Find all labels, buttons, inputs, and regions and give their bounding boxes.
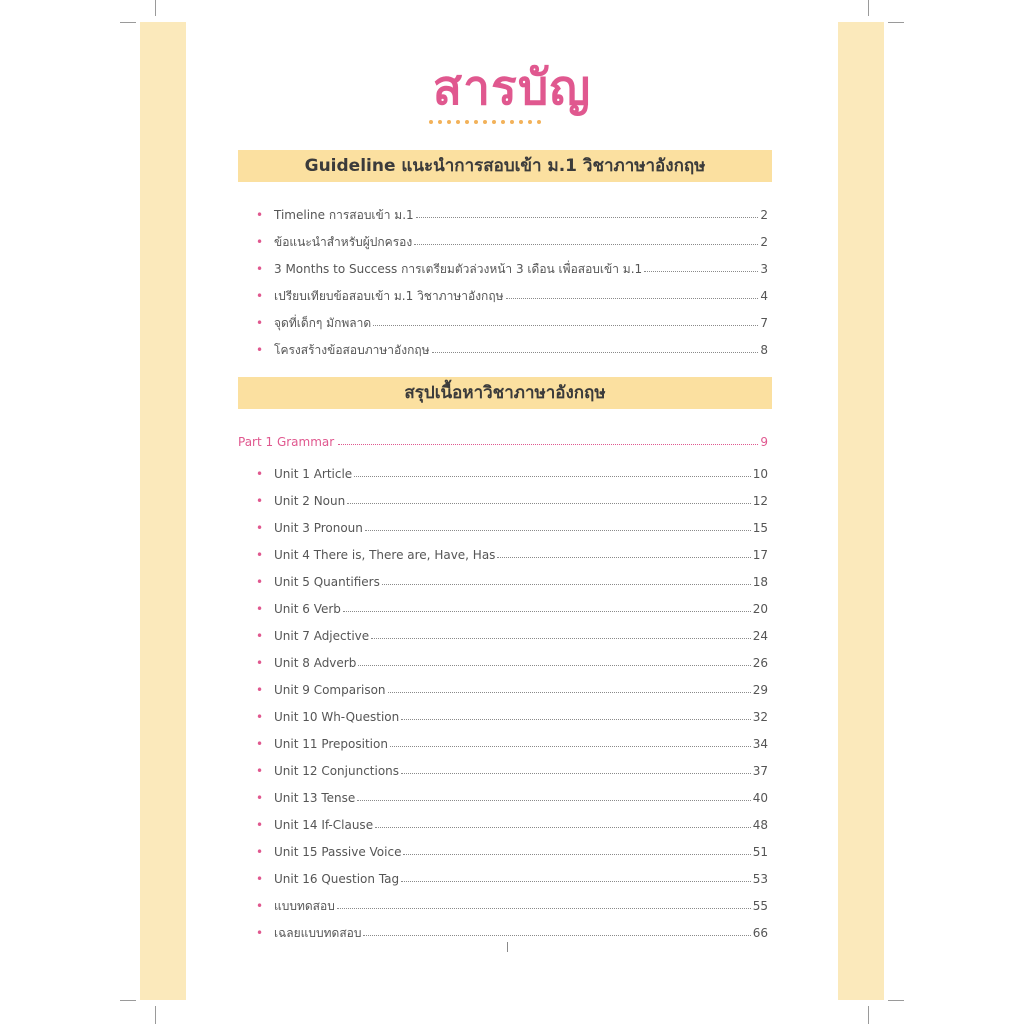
toc-entry-page: 4 [760, 289, 768, 303]
toc-entry-page: 48 [752, 818, 768, 832]
toc-entry-label: แบบทดสอบ [274, 899, 335, 913]
dot-leader [403, 854, 750, 855]
toc-entry[interactable] [256, 201, 768, 221]
toc-entry-label: ข้อแนะนำสำหรับผู้ปกครอง [274, 235, 413, 249]
toc-entry[interactable] [256, 919, 768, 939]
bullet-icon: • [256, 737, 264, 751]
toc-entry[interactable] [256, 309, 768, 329]
toc-entry-page: 10 [752, 467, 768, 481]
toc-entry-label: Unit 5 Quantifiers [274, 575, 380, 589]
toc-entry[interactable] [256, 649, 768, 669]
dot-leader [414, 244, 758, 245]
toc-entry-label: Unit 16 Question Tag [274, 872, 400, 886]
toc-entry-label: Unit 10 Wh-Question [274, 710, 400, 724]
toc-entry[interactable] [256, 703, 768, 723]
toc-entry-label: จุดที่เด็กๆ มักพลาด [274, 316, 372, 330]
page-title: สารบัญ [432, 60, 592, 116]
toc-entry-page: 2 [760, 235, 768, 249]
toc-entry-label: Unit 14 If-Clause [274, 818, 374, 832]
bullet-icon: • [256, 656, 264, 670]
toc-entry-page: 66 [752, 926, 768, 940]
toc-entry-label: เปรียบเทียบข้อสอบเข้า ม.1 วิชาภาษาอังกฤษ [274, 289, 504, 303]
toc-entry-page: 26 [752, 656, 768, 670]
dot-leader [365, 530, 751, 531]
bullet-icon: • [256, 629, 264, 643]
bullet-icon: • [256, 343, 264, 357]
toc-entry[interactable] [256, 676, 768, 696]
section-heading-summary: สรุปเนื้อหาวิชาภาษาอังกฤษ [238, 377, 772, 409]
bullet-icon: • [256, 521, 264, 535]
toc-entry-page: 12 [752, 494, 768, 508]
toc-entry-page: 40 [752, 791, 768, 805]
bullet-icon: • [256, 494, 264, 508]
bullet-icon: • [256, 818, 264, 832]
toc-part-heading[interactable] [238, 428, 768, 448]
bullet-icon: • [256, 683, 264, 697]
dot-leader [373, 325, 758, 326]
toc-entry-page: 17 [752, 548, 768, 562]
toc-entry-label: Unit 11 Preposition [274, 737, 388, 751]
bullet-icon: • [256, 289, 264, 303]
toc-entry-page: 55 [752, 899, 768, 913]
toc-entry[interactable] [256, 568, 768, 588]
toc-entry[interactable] [256, 487, 768, 507]
toc-entry-page: 51 [752, 845, 768, 859]
toc-entry[interactable] [256, 811, 768, 831]
dot-leader [388, 692, 751, 693]
dot-leader [432, 352, 759, 353]
dot-leader [401, 881, 751, 882]
toc-entry-label: Unit 15 Passive Voice [274, 845, 402, 859]
dot-leader [644, 271, 758, 272]
toc-entry-page: 32 [752, 710, 768, 724]
bullet-icon: • [256, 316, 264, 330]
toc-entry-page: 7 [760, 316, 768, 330]
toc-entry[interactable] [256, 255, 768, 275]
crop-mark [888, 1000, 904, 1001]
toc-entry[interactable] [256, 282, 768, 302]
toc-entry-label: Unit 6 Verb [274, 602, 341, 616]
toc-entry-label: Unit 4 There is, There are, Have, Has [274, 548, 496, 562]
dot-leader [390, 746, 751, 747]
crop-mark [120, 1000, 136, 1001]
toc-entry-page: 24 [752, 629, 768, 643]
dot-leader [375, 827, 751, 828]
bullet-icon: • [256, 764, 264, 778]
toc-entry[interactable] [256, 514, 768, 534]
toc-entry-label: 3 Months to Success การเตรียมตัวล่วงหน้า 3 เดือน เพื่อสอบเข้า ม.1 [274, 262, 643, 276]
dot-leader [401, 719, 750, 720]
toc-entry-label: เฉลยแบบทดสอบ [274, 926, 362, 940]
toc-entry-page: 15 [752, 521, 768, 535]
bullet-icon: • [256, 235, 264, 249]
bullet-icon: • [256, 899, 264, 913]
dot-leader [416, 217, 759, 218]
toc-entry-label: Unit 3 Pronoun [274, 521, 363, 535]
toc-entry[interactable] [256, 784, 768, 804]
toc-entry[interactable] [256, 838, 768, 858]
toc-entry[interactable] [256, 336, 768, 356]
folio-mark [507, 942, 508, 952]
toc-entry-page: 37 [752, 764, 768, 778]
section-heading-guideline: Guideline แนะนำการสอบเข้า ม.1 วิชาภาษาอังกฤษ [238, 150, 772, 182]
bullet-icon: • [256, 791, 264, 805]
toc-entry-label: Unit 2 Noun [274, 494, 346, 508]
bullet-icon: • [256, 548, 264, 562]
crop-mark [868, 1006, 869, 1024]
bullet-icon: • [256, 575, 264, 589]
dot-leader [358, 665, 750, 666]
toc-entry-label: Unit 13 Tense [274, 791, 356, 805]
toc-entry-page: 18 [752, 575, 768, 589]
toc-entry-page: 53 [752, 872, 768, 886]
dot-leader [343, 611, 751, 612]
bullet-icon: • [256, 710, 264, 724]
right-margin-band [838, 22, 884, 1000]
dot-leader [401, 773, 751, 774]
toc-entry[interactable] [256, 541, 768, 561]
toc-entry-page: 2 [760, 208, 768, 222]
toc-entry-label: Unit 12 Conjunctions [274, 764, 400, 778]
dot-leader [347, 503, 750, 504]
crop-mark [868, 0, 869, 16]
bullet-icon: • [256, 926, 264, 940]
crop-mark [155, 0, 156, 16]
toc-entry-page: 20 [752, 602, 768, 616]
toc-entry[interactable] [256, 730, 768, 750]
dot-leader [337, 908, 751, 909]
toc-entry-page: 8 [760, 343, 768, 357]
toc-entry[interactable] [256, 622, 768, 642]
toc-entry-label: Timeline การสอบเข้า ม.1 [274, 208, 414, 222]
dot-leader [371, 638, 751, 639]
toc-entry-label: Unit 7 Adjective [274, 629, 370, 643]
dot-leader [363, 935, 750, 936]
title-underline-dots [429, 120, 541, 124]
crop-mark [155, 1006, 156, 1024]
toc-entry-label: Unit 8 Adverb [274, 656, 357, 670]
dot-leader [497, 557, 750, 558]
bullet-icon: • [256, 872, 264, 886]
bullet-icon: • [256, 845, 264, 859]
toc-entry[interactable] [256, 892, 768, 912]
dot-leader [338, 444, 758, 445]
dot-leader [354, 476, 751, 477]
toc-part-label: Part 1 Grammar [238, 435, 335, 449]
bullet-icon: • [256, 467, 264, 481]
dot-leader [382, 584, 751, 585]
toc-entry[interactable] [256, 865, 768, 885]
toc-entry[interactable] [256, 460, 768, 480]
bullet-icon: • [256, 602, 264, 616]
toc-entry-page: 29 [752, 683, 768, 697]
toc-part-page: 9 [760, 435, 768, 449]
toc-entry[interactable] [256, 595, 768, 615]
toc-entry-label: Unit 9 Comparison [274, 683, 386, 697]
bullet-icon: • [256, 262, 264, 276]
toc-entry[interactable] [256, 757, 768, 777]
toc-entry-page: 34 [752, 737, 768, 751]
crop-mark [120, 22, 136, 23]
dot-leader [357, 800, 750, 801]
dot-leader [506, 298, 759, 299]
left-margin-band [140, 22, 186, 1000]
toc-entry-label: Unit 1 Article [274, 467, 353, 481]
bullet-icon: • [256, 208, 264, 222]
toc-entry[interactable] [256, 228, 768, 248]
toc-entry-page: 3 [760, 262, 768, 276]
crop-mark [888, 22, 904, 23]
toc-entry-label: โครงสร้างข้อสอบภาษาอังกฤษ [274, 343, 430, 357]
